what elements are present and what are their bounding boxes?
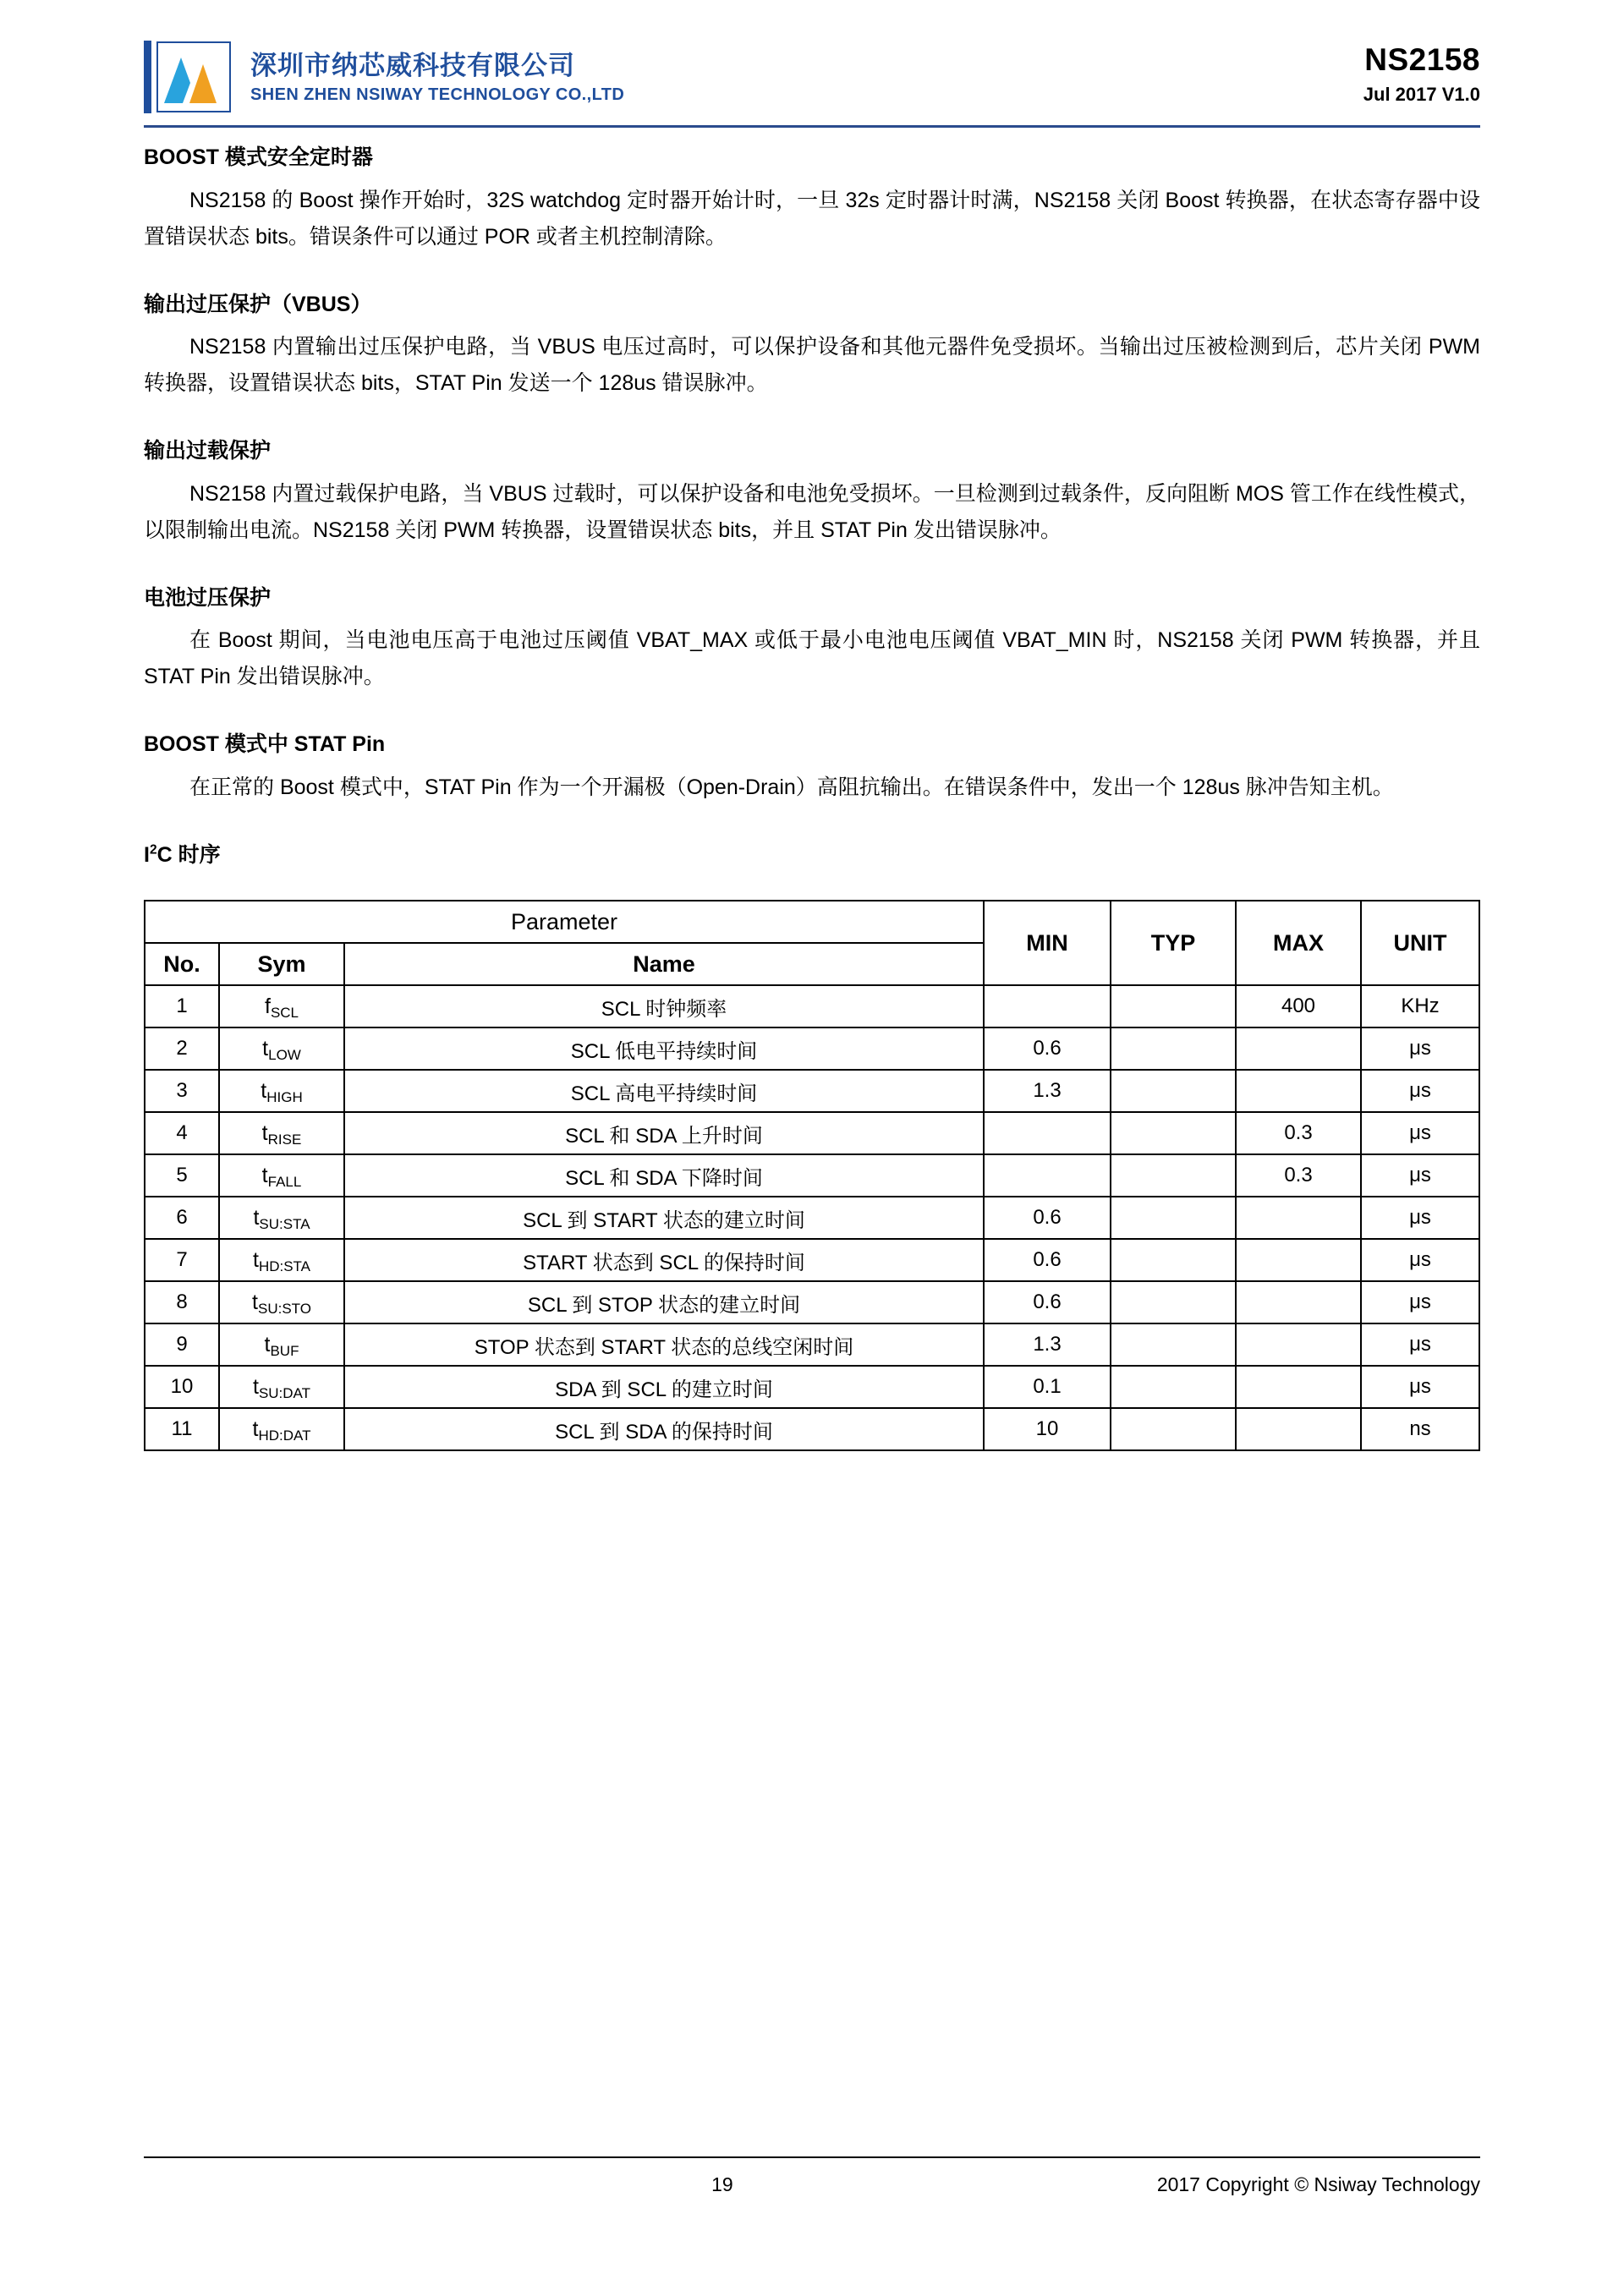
cell-unit: μs — [1361, 1197, 1479, 1239]
table-row — [145, 1027, 1479, 1070]
table-header-row-1 — [145, 901, 1479, 943]
sym-subscript: RISE — [267, 1131, 302, 1148]
document-revision: Jul 2017 V1.0 — [1363, 84, 1480, 105]
cell-min — [984, 985, 1111, 1027]
sym-subscript: HIGH — [266, 1088, 303, 1105]
table-header-typ: TYP — [1111, 901, 1236, 985]
sym-subscript: BUF — [270, 1342, 299, 1359]
part-number: NS2158 — [1364, 42, 1480, 77]
cell-no: 9 — [145, 1323, 219, 1366]
table-row — [145, 1112, 1479, 1154]
cell-typ — [1111, 985, 1236, 1027]
cell-max: 0.3 — [1236, 1112, 1361, 1154]
company-branding — [144, 41, 624, 113]
cell-typ — [1111, 1366, 1236, 1408]
cell-sym — [219, 1281, 344, 1323]
i2c-timing-table-wrapper — [144, 900, 1480, 1451]
cell-max: 0.3 — [1236, 1154, 1361, 1197]
cell-sym — [219, 1197, 344, 1239]
section-heading-boost-safety-timer: BOOST 模式安全定时器 — [144, 145, 373, 169]
cell-max: 400 — [1236, 985, 1361, 1027]
cell-min: 0.1 — [984, 1366, 1111, 1408]
cell-name: SCL 时钟频率 — [344, 985, 984, 1027]
cell-no: 5 — [145, 1154, 219, 1197]
cell-name: SCL 和 SDA 下降时间 — [344, 1154, 984, 1197]
sym-subscript: HD:DAT — [258, 1427, 311, 1444]
sym-subscript: SU:STO — [257, 1300, 311, 1317]
sym-base: t — [252, 1374, 259, 1399]
document-identifier — [1363, 41, 1480, 106]
table-row — [145, 985, 1479, 1027]
cell-sym — [219, 1154, 344, 1197]
table-row — [145, 1154, 1479, 1197]
cell-max — [1236, 1197, 1361, 1239]
cell-typ — [1111, 1197, 1236, 1239]
cell-typ — [1111, 1154, 1236, 1197]
company-name-en: SHEN ZHEN NSIWAY TECHNOLOGY CO.,LTD — [250, 85, 625, 105]
table-row — [145, 1070, 1479, 1112]
i2c-heading-superscript: 2 — [149, 842, 157, 858]
table-row — [145, 1239, 1479, 1281]
table-header-max: MAX — [1236, 901, 1361, 985]
cell-min: 0.6 — [984, 1281, 1111, 1323]
cell-sym — [219, 1323, 344, 1366]
page-number: 19 — [711, 2173, 733, 2195]
cell-sym — [219, 985, 344, 1027]
cell-sym — [219, 1112, 344, 1154]
cell-min: 1.3 — [984, 1070, 1111, 1112]
cell-name: SCL 到 STOP 状态的建立时间 — [344, 1281, 984, 1323]
cell-name: START 状态到 SCL 的保持时间 — [344, 1239, 984, 1281]
cell-unit: μs — [1361, 1366, 1479, 1408]
table-body — [145, 985, 1479, 1450]
sym-base: t — [253, 1205, 260, 1230]
section-heading-output-ovp: 输出过压保护（VBUS） — [144, 292, 372, 316]
page-header — [144, 0, 1480, 110]
table-row — [145, 1408, 1479, 1450]
table-row — [145, 1197, 1479, 1239]
table-row — [145, 1366, 1479, 1408]
section-paragraph-output-ovp: NS2158 内置输出过压保护电路，当 VBUS 电压过高时，可以保护设备和其他元器件免受损坏。当输出过压被检测到后，芯片关闭 PWM 转换器，设置错误状态 bits，STAT Pin 发送一个 128us 错误脉冲。 — [144, 335, 1480, 395]
cell-no: 2 — [145, 1027, 219, 1070]
i2c-timing-table — [144, 900, 1480, 1451]
cell-min: 1.3 — [984, 1323, 1111, 1366]
cell-sym — [219, 1366, 344, 1408]
section-heading-stat-pin-boost: BOOST 模式中 STAT Pin — [144, 732, 386, 756]
table-header-min: MIN — [984, 901, 1111, 985]
cell-unit: μs — [1361, 1154, 1479, 1197]
cell-max — [1236, 1366, 1361, 1408]
cell-min: 10 — [984, 1408, 1111, 1450]
section-paragraph-boost-safety-timer: NS2158 的 Boost 操作开始时，32S watchdog 定时器开始计时，一旦 32s 定时器计时满，NS2158 关闭 Boost 转换器，在状态寄存器中设置错误状态 bits。错误条件可以通过 POR 或者主机控制清除。 — [144, 188, 1480, 249]
sym-subscript: FALL — [267, 1173, 302, 1190]
cell-sym — [219, 1070, 344, 1112]
cell-unit: μs — [1361, 1112, 1479, 1154]
cell-min — [984, 1154, 1111, 1197]
sym-subscript: SCL — [270, 1004, 299, 1021]
copyright-notice: 2017 Copyright © Nsiway Technology — [1156, 2173, 1480, 2195]
section-heading-i2c-timing — [144, 840, 1480, 872]
footer-divider — [144, 2156, 1480, 2158]
section-paragraph-output-overload: NS2158 内置过载保护电路，当 VBUS 过载时，可以保护设备和电池免受损坏。一旦检测到过载条件，反向阻断 MOS 管工作在线性模式，以限制输出电流。NS2158 关闭 PWM 转换器，设置错误状态 bits，并且 STAT Pin 发出错误脉冲。 — [144, 481, 1480, 542]
cell-min — [984, 1112, 1111, 1154]
sym-base: t — [252, 1417, 259, 1441]
cell-max — [1236, 1323, 1361, 1366]
section-paragraph-battery-ovp: 在 Boost 期间，当电池电压高于电池过压阈值 VBAT_MAX 或低于最小电池电压阈值 VBAT_MIN 时，NS2158 关闭 PWM 转换器，并且 STAT Pin 发出错误脉冲。 — [144, 628, 1480, 688]
i2c-heading-suffix: C 时序 — [156, 842, 221, 867]
cell-typ — [1111, 1323, 1236, 1366]
sym-base: f — [264, 994, 271, 1018]
cell-no: 7 — [145, 1239, 219, 1281]
cell-no: 4 — [145, 1112, 219, 1154]
cell-no: 3 — [145, 1070, 219, 1112]
cell-unit: μs — [1361, 1323, 1479, 1366]
cell-no: 6 — [145, 1197, 219, 1239]
cell-unit: ns — [1361, 1408, 1479, 1450]
sym-base: t — [261, 1121, 268, 1145]
cell-no: 10 — [145, 1366, 219, 1408]
cell-min: 0.6 — [984, 1197, 1111, 1239]
sym-subscript: SU:DAT — [258, 1384, 311, 1401]
table-row — [145, 1281, 1479, 1323]
table-header-parameter: Parameter — [145, 901, 984, 943]
table-row — [145, 1323, 1479, 1366]
table-header-sym: Sym — [219, 943, 344, 985]
cell-no: 1 — [145, 985, 219, 1027]
cell-no: 8 — [145, 1281, 219, 1323]
cell-max — [1236, 1070, 1361, 1112]
cell-unit: μs — [1361, 1239, 1479, 1281]
cell-sym — [219, 1239, 344, 1281]
nsiway-logo-icon — [144, 41, 232, 113]
cell-name: SCL 高电平持续时间 — [344, 1070, 984, 1112]
page-footer — [144, 2156, 1480, 2196]
cell-sym — [219, 1408, 344, 1450]
sym-base: t — [261, 1163, 268, 1187]
cell-typ — [1111, 1408, 1236, 1450]
table-header-unit: UNIT — [1361, 901, 1479, 985]
cell-name: SCL 到 SDA 的保持时间 — [344, 1408, 984, 1450]
sym-base: t — [252, 1290, 258, 1314]
cell-typ — [1111, 1070, 1236, 1112]
cell-unit: KHz — [1361, 985, 1479, 1027]
section-heading-battery-ovp: 电池过压保护 — [144, 585, 272, 610]
section-paragraph-stat-pin-boost: 在正常的 Boost 模式中，STAT Pin 作为一个开漏极（Open-Drain）高阻抗输出。在错误条件中，发出一个 128us 脉冲告知主机。 — [189, 775, 1394, 799]
cell-unit: μs — [1361, 1281, 1479, 1323]
cell-name: STOP 状态到 START 状态的总线空闲时间 — [344, 1323, 984, 1366]
table-header-no: No. — [145, 943, 219, 985]
cell-max — [1236, 1027, 1361, 1070]
sym-base: t — [261, 1078, 267, 1103]
cell-name: SCL 到 START 状态的建立时间 — [344, 1197, 984, 1239]
section-heading-output-overload: 输出过载保护 — [144, 439, 272, 463]
sym-base: t — [252, 1247, 259, 1272]
cell-typ — [1111, 1112, 1236, 1154]
sym-base: t — [262, 1036, 269, 1060]
page-content — [144, 110, 1480, 1451]
cell-name: SDA 到 SCL 的建立时间 — [344, 1366, 984, 1408]
cell-typ — [1111, 1239, 1236, 1281]
sym-subscript: LOW — [268, 1046, 301, 1063]
header-divider — [144, 125, 1480, 128]
cell-max — [1236, 1281, 1361, 1323]
cell-min: 0.6 — [984, 1027, 1111, 1070]
cell-unit: μs — [1361, 1027, 1479, 1070]
cell-no: 11 — [145, 1408, 219, 1450]
i2c-heading-prefix: I — [144, 842, 150, 867]
sym-subscript: SU:STA — [259, 1215, 310, 1232]
cell-max — [1236, 1239, 1361, 1281]
table-header-name: Name — [344, 943, 984, 985]
company-name-cn: 深圳市纳芯威科技有限公司 — [250, 50, 575, 80]
cell-typ — [1111, 1027, 1236, 1070]
sym-subscript: HD:STA — [258, 1258, 311, 1274]
cell-name: SCL 低电平持续时间 — [344, 1027, 984, 1070]
cell-typ — [1111, 1281, 1236, 1323]
cell-max — [1236, 1408, 1361, 1450]
cell-name: SCL 和 SDA 上升时间 — [344, 1112, 984, 1154]
cell-unit: μs — [1361, 1070, 1479, 1112]
cell-sym — [219, 1027, 344, 1070]
cell-min: 0.6 — [984, 1239, 1111, 1281]
sym-base: t — [264, 1332, 271, 1356]
